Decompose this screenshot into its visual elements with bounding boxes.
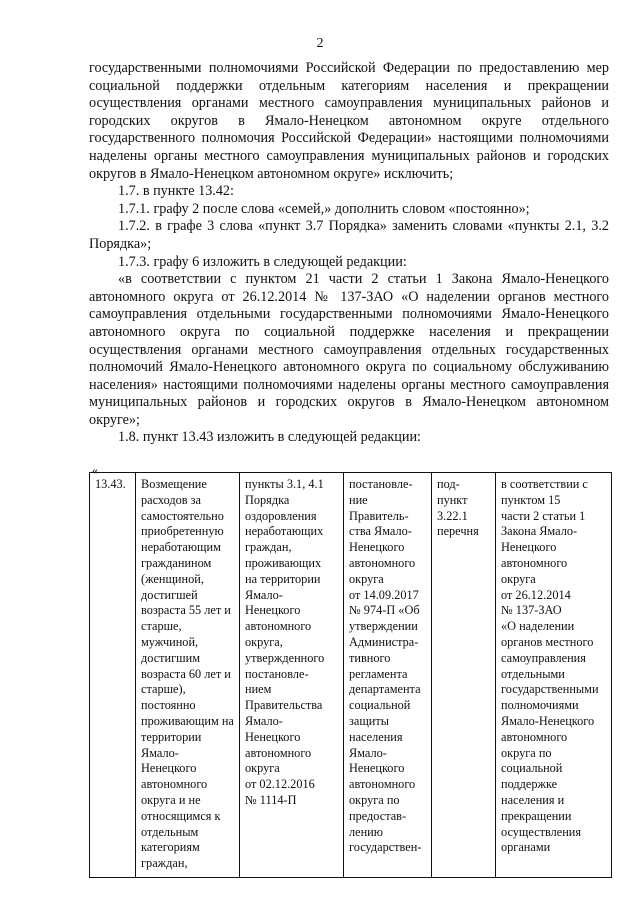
page-number: 2 <box>316 36 324 51</box>
paragraph-quoted-text: «в соответствии с пунктом 21 части 2 статьи 1 Закона Ямало-Ненецкого автономного округа от 26.12.2014 № 137-ЗАО «О наделении органов местного самоуправления отдельными государственными полномочиями Ямало-Ненецкого автономного округа по социальной поддержке населения и прекращении осуществления органами местного самоуправления отдельных государственных полномочий Ямало-Ненецкого автономного округа по социальному обслуживанию населения» настоящими полномочиями наделены органы местного самоуправления муниципальных районов и городских округов в Ямало-Ненецком автономном округе»; <box>89 271 609 428</box>
table-cell-description: Возмещение расходов за самостоятельно приобретенную неработающим гражданином (женщиной, достигшей возраста 55 лет и старше, мужчиной, достигшим возраста 60 лет и старше), постоянно проживающим на территории Ямало-Ненецкого автономного округа и не относящимся к отдельным категориям граждан, <box>136 473 240 878</box>
table-cell-legal-basis: в соответствии с пунктом 15 части 2 статьи 1 Закона Ямало- Ненецкого автономного округа от 26.12.2014 № 137-ЗАО «О наделении органов местного самоуправления отдельными государственными полномочиями Ямало-Ненецкого автономного округа по социальной поддержке населения и прекращении осуществления органами <box>496 473 612 878</box>
paragraph-item-1-7: 1.7. в пункте 13.42: <box>118 183 234 200</box>
regulation-table <box>89 472 612 878</box>
table-cell-number: 13.43. <box>90 473 136 878</box>
paragraph-item-1-7-3: 1.7.3. графу 6 изложить в следующей редакции: <box>118 253 407 270</box>
paragraph-item-1-8: 1.8. пункт 13.43 изложить в следующей редакции: <box>118 429 421 446</box>
table-cell-procedure: пункты 3.1, 4.1 Порядка оздоровления неработающих граждан, проживающих на территории Ямало- Ненецкого автономного округа, утвержденного постановле- нием Правительства Ямало- Ненецкого автономного округа от 02.12.2016 № 1114-П <box>240 473 344 878</box>
table-row <box>90 473 612 878</box>
paragraph-continuation: государственными полномочиями Российской Федерации по предоставлению мер социальной поддержки отдельным категориям населения и прекращении осуществления органами местного самоуправления муниципальных районов и городских округов в Ямало-Ненецком автономном округе отдельного государственного полномочия Российской Федерации» настоящими полномочиями наделены органы местного самоуправления муниципальных районов и городских округов в Ямало-Ненецком автономном округе» исключить; <box>89 60 609 182</box>
table-cell-regulation: постановле- ние Правитель- ства Ямало- Ненецкого автономного округа от 14.09.2017 № 974-П «Об утверждении Администра- тивного регламента департамента социальной защиты населения Ямало- Ненецкого автономного округа по предостав- лению государствен- <box>344 473 432 878</box>
table-open-quote: « <box>92 463 98 477</box>
document-body <box>89 60 609 447</box>
table-cell-subpoint: под- пункт 3.22.1 перечня <box>432 473 496 878</box>
paragraph-item-1-7-1: 1.7.1. графу 2 после слова «семей,» дополнить словом «постоянно»; <box>118 200 530 217</box>
paragraph-item-1-7-2: 1.7.2. в графе 3 слова «пункт 3.7 Порядка» заменить словами «пункты 2.1, 3.2 Порядка»; <box>89 218 609 252</box>
